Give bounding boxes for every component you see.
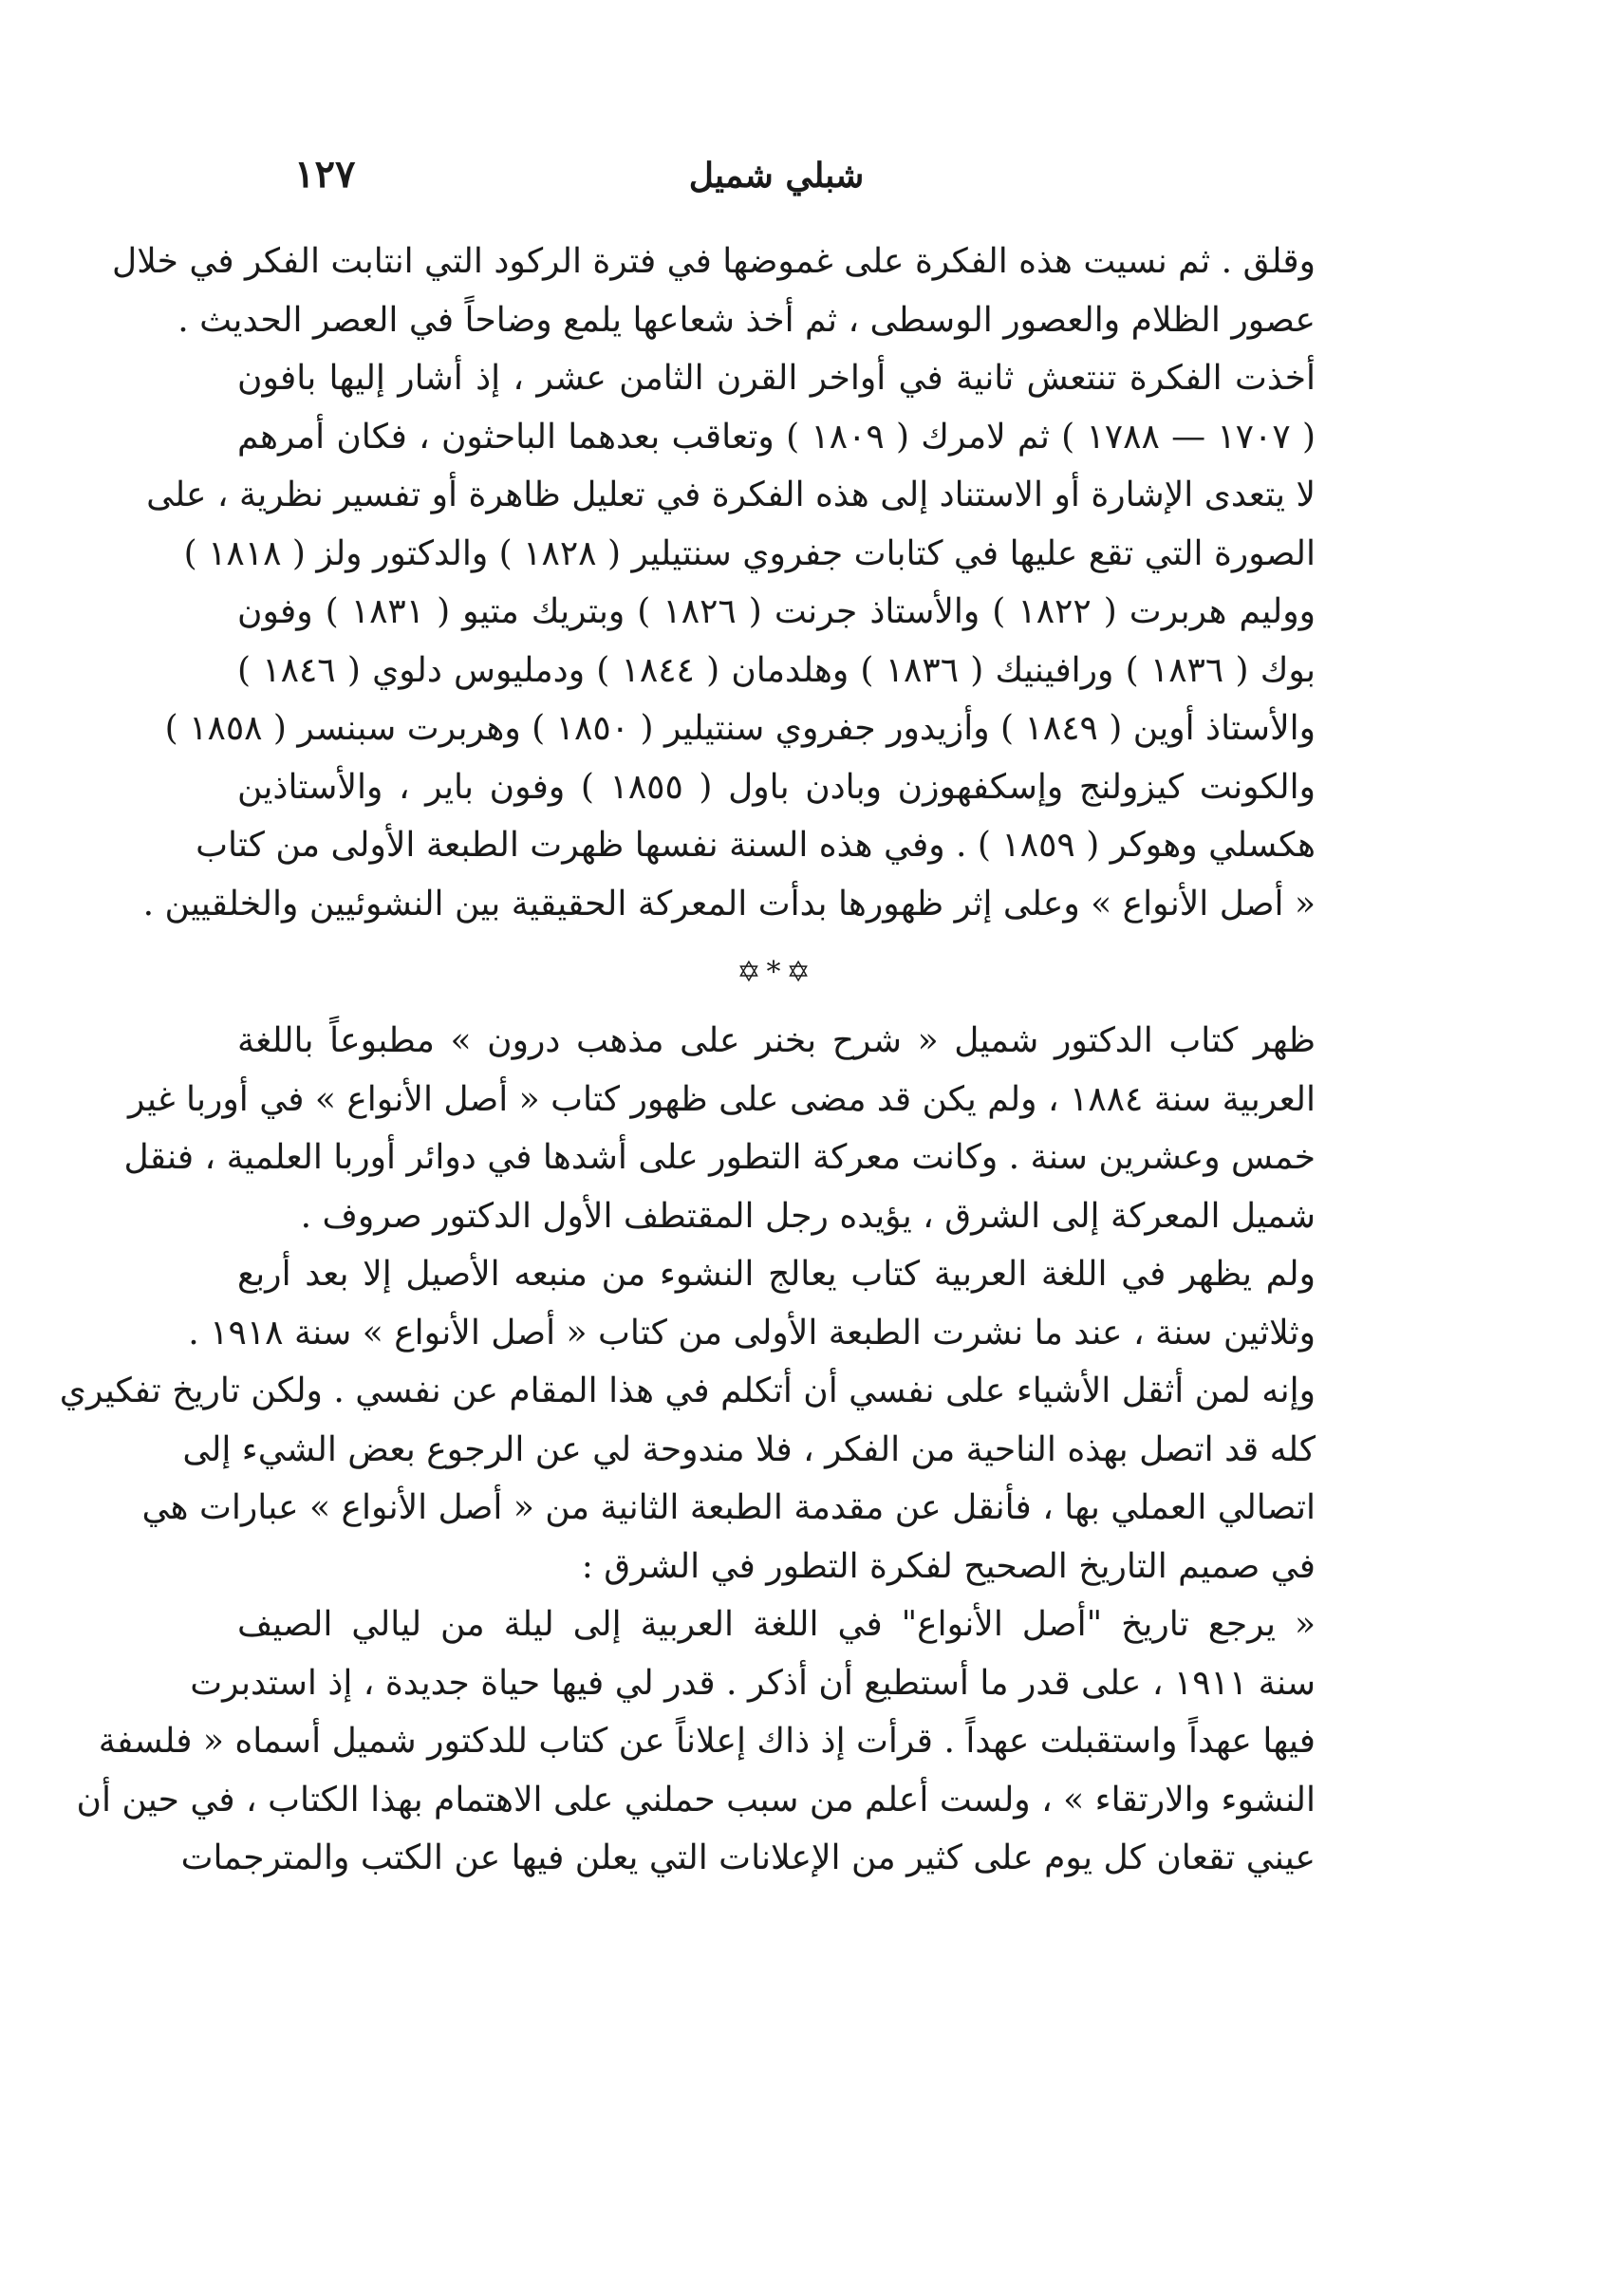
text-line: والكونت كيزولنج وإسكفهوزن وبادن باول ( ١٨٥٥ ) وفون باير ، والأستاذين <box>237 767 1316 807</box>
text-line: هكسلي وهوكر ( ١٨٥٩ ) . وفي هذه السنة نفسها ظهرت الطبعة الأولى من كتاب <box>196 826 1316 865</box>
text-line: في صميم التاريخ الصحيح لفكرة التطور في الشرق : <box>581 1546 1316 1586</box>
text-line: أخذت الفكرة تنتعش ثانية في أواخر القرن الثامن عشر ، إذ أشار إليها بافون <box>237 359 1316 398</box>
text-line: « أصل الأنواع » وعلى إثر ظهورها بدأت المعركة الحقيقية بين النشوئيين والخلقيين . <box>142 884 1316 924</box>
text-line: فيها عهداً واستقبلت عهداً . قرأت إذ ذاك إعلاناً عن كتاب للدكتور شميل أسماه « فلسفة <box>98 1722 1316 1761</box>
text-line: ظهر كتاب الدكتور شميل « شرح بخنر على مذهب درون » مطبوعاً باللغة <box>237 1021 1316 1060</box>
text-line: سنة ١٩١١ ، على قدر ما أستطيع أن أذكر . قدر لي فيها حياة جديدة ، إذ استدبرت <box>190 1663 1316 1703</box>
text-line: وثلاثين سنة ، عند ما نشرت الطبعة الأولى من كتاب « أصل الأنواع » سنة ١٩١٨ . <box>188 1313 1316 1353</box>
paragraph <box>76 1595 1316 1888</box>
text-line: اتصالي العملي بها ، فأنقل عن مقدمة الطبعة الثانية من « أصل الأنواع » عبارات هي <box>141 1488 1316 1527</box>
paragraph <box>112 233 1316 349</box>
text-line: عصور الظلام والعصور الوسطى ، ثم أخذ شعاعها يلمع وضاحاً في العصر الحديث . <box>177 300 1316 340</box>
text-line: لا يتعدى الإشارة أو الاستناد إلى هذه الفكرة في تعليل ظاهرة أو تفسير نظرية ، على <box>146 476 1316 514</box>
text-line: ووليم هربرت ( ١٨٢٢ ) والأستاذ جرنت ( ١٨٢٦ ) وبتريك متيو ( ١٨٣١ ) وفون <box>237 592 1316 631</box>
paragraph <box>142 349 1316 933</box>
text-line: العربية سنة ١٨٨٤ ، ولم يكن قد مضى على ظهور كتاب « أصل الأنواع » في أوربا غير <box>128 1079 1316 1119</box>
running-title: شبلي شميل <box>688 156 865 196</box>
text-line: « يرجع تاريخ "أصل الأنواع" في اللغة العربية إلى ليلة من ليالي الصيف <box>237 1605 1316 1644</box>
text-line: ( ١٧٠٧ — ١٧٨٨ ) ثم لامرك ( ١٨٠٩ ) وتعاقب بعدهما الباحثون ، فكان أمرهم <box>237 417 1316 457</box>
text-line: والأستاذ أوين ( ١٨٤٩ ) وأزيدور جفروي سنتيلير ( ١٨٥٠ ) وهربرت سبنسر ( ١٨٥٨ ) <box>164 709 1316 748</box>
text-line: ولم يظهر في اللغة العربية كتاب يعالج النشوء من منبعه الأصيل إلا بعد أربع <box>237 1255 1316 1294</box>
text-line: شميل المعركة إلى الشرق ، يؤيده رجل المقتطف الأول الدكتور صروف . <box>300 1196 1316 1236</box>
text-line: الصورة التي تقع عليها في كتابات جفروي سنتيلير ( ١٨٢٨ ) والدكتور ولز ( ١٨١٨ ) <box>183 533 1316 573</box>
page-number: ١٢٧ <box>294 152 356 196</box>
paragraph <box>123 1012 1316 1245</box>
text-line: بوك ( ١٨٣٦ ) ورافينيك ( ١٨٣٦ ) وهلدمان ( ١٨٤٤ ) ودمليوس دلوي ( ١٨٤٦ ) <box>237 650 1316 690</box>
running-head <box>237 142 1316 209</box>
text-line: كله قد اتصل بهذه الناحية من الفكر ، فلا مندوحة لي عن الرجوع بعض الشيء إلى <box>182 1429 1316 1469</box>
text-line: خمس وعشرين سنة . وكانت معركة التطور على أشدها في دوائر أوربا العلمية ، فنقل <box>123 1138 1316 1177</box>
text-line: عيني تقعان كل يوم على كثير من الإعلانات التي يعلن فيها عن الكتب والمترجمات <box>180 1838 1316 1877</box>
text-line: وقلق . ثم نسيت هذه الفكرة على غموضها في فترة الركود التي انتابت الفكر في خلال <box>112 242 1316 281</box>
section-ornament: ✡*✡ <box>737 956 816 989</box>
text-line: وإنه لمن أثقل الأشياء على نفسي أن أتكلم في هذا المقام عن نفسي . ولكن تاريخ تفكيري <box>59 1371 1316 1410</box>
paragraph <box>59 1245 1316 1595</box>
body-text <box>59 233 1316 1888</box>
text-line: النشوء والارتقاء » ، ولست أعلم من سبب حملني على الاهتمام بهذا الكتاب ، في حين أن <box>76 1780 1316 1819</box>
